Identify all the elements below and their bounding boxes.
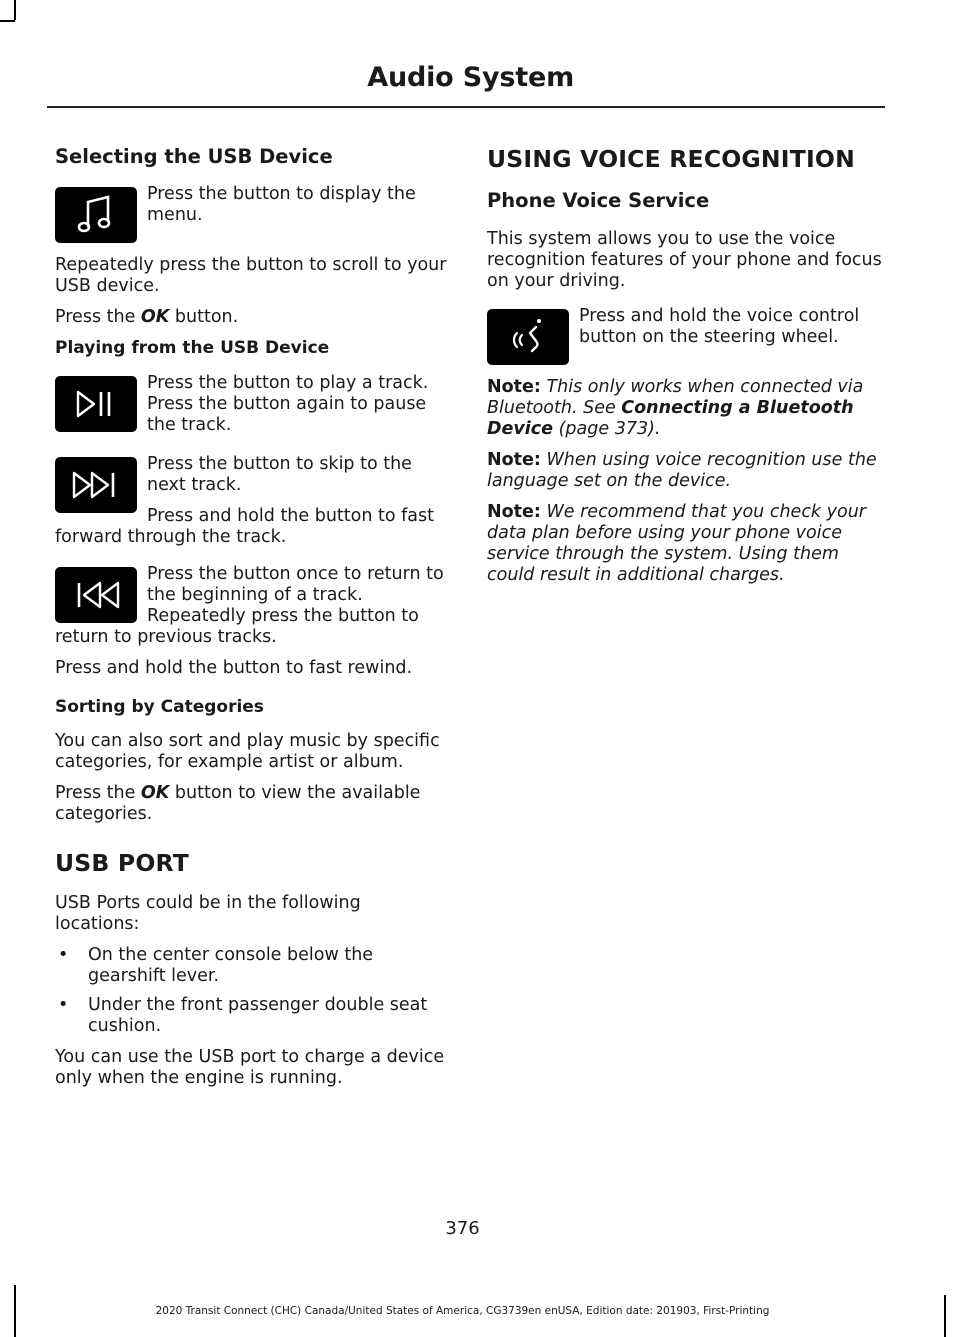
play-pause-row — [55, 373, 450, 446]
ok-label: OK — [140, 783, 170, 804]
page-number: 376 — [445, 1218, 480, 1239]
selecting-usb-heading: Selecting the USB Device — [55, 145, 333, 168]
note-language — [487, 450, 882, 492]
rewind-hold-text: Press and hold the button to fast rewind. — [55, 657, 413, 678]
note-label: Note: — [487, 501, 541, 522]
voice-recognition-heading: USING VOICE RECOGNITION — [487, 145, 855, 173]
charge-text: You can use the USB port to charge a device only when the engine is running. — [55, 1047, 445, 1089]
bullet: • — [58, 945, 69, 966]
press-ok-text — [55, 307, 450, 328]
usb-location-list — [55, 945, 450, 1037]
menu-button-row — [55, 184, 450, 247]
menu-button-text: Press the button to display the menu. — [147, 184, 416, 226]
right-column — [487, 145, 882, 596]
note-label: Note: — [487, 376, 541, 397]
skip-text: Press the button to skip to the next track. — [147, 453, 412, 495]
bluetooth-link[interactable]: Connecting a Bluetooth Device — [487, 397, 854, 439]
note-connected — [487, 377, 882, 440]
press-ok-post: button. — [169, 307, 239, 328]
press-ok-pre: Press the — [55, 307, 141, 328]
crop-mark — [944, 1295, 946, 1337]
skip-hold-text: Press and hold the button to fast forward through the track. — [55, 505, 434, 547]
note-text: We recommend that you check your data plan before using your phone voice service through the system. Using them could result in additional charges. — [487, 501, 866, 585]
sorting-text: You can also sort and play music by specific categories, for example artist or album. — [55, 731, 440, 773]
bullet: • — [58, 995, 69, 1016]
page-header-title: Audio System — [367, 62, 574, 93]
left-column — [55, 145, 450, 1099]
voice-intro-text: This system allows you to use the voice recognition features of your phone and focus on your driving. — [487, 228, 882, 291]
playing-usb-heading: Playing from the USB Device — [55, 338, 330, 359]
skip-row — [55, 454, 450, 558]
press-ok-post: button to view the available categories. — [55, 783, 421, 825]
note-text: This only works when connected via Bluetooth. See — [487, 376, 864, 418]
note-label: Note: — [487, 449, 541, 470]
skip-back-icon — [55, 567, 137, 623]
phone-voice-heading: Phone Voice Service — [487, 189, 710, 213]
header-rule — [47, 106, 885, 108]
crop-mark — [0, 20, 15, 22]
list-item — [55, 995, 450, 1037]
voice-button-text: Press and hold the voice control button on the steering wheel. — [579, 305, 860, 347]
note-data-plan — [487, 502, 882, 586]
skip-forward-icon — [55, 457, 137, 513]
ok-label: OK — [140, 307, 170, 328]
crop-mark — [14, 0, 16, 20]
voice-control-icon — [487, 309, 569, 365]
press-ok-categories-text — [55, 783, 450, 825]
scroll-text: Repeatedly press the button to scroll to your USB device. — [55, 255, 447, 297]
press-ok-pre: Press the — [55, 783, 141, 804]
footer-edition-info: 2020 Transit Connect (CHC) Canada/United States of America, CG3739en enUSA, Edition date: 201903, First-Printing — [155, 1305, 770, 1317]
usb-port-heading: USB PORT — [55, 849, 189, 878]
voice-button-row — [487, 306, 882, 369]
music-note-icon — [55, 187, 137, 243]
rewind-row — [55, 564, 450, 658]
rewind-text: Press the button once to return to the beginning of a track. Repeatedly press the button to return to previous tracks. — [55, 563, 444, 647]
play-pause-icon — [55, 376, 137, 432]
note-page-ref: (page 373). — [553, 418, 661, 439]
location-text: Under the front passenger double seat cushion. — [88, 995, 428, 1037]
list-item — [55, 945, 450, 987]
sorting-heading: Sorting by Categories — [55, 696, 264, 717]
usb-port-intro: USB Ports could be in the following locations: — [55, 893, 361, 935]
note-text: When using voice recognition use the language set on the device. — [487, 449, 877, 491]
location-text: On the center console below the gearshift lever. — [88, 945, 374, 987]
play-pause-text: Press the button to play a track. Press the button again to pause the track. — [147, 372, 429, 435]
